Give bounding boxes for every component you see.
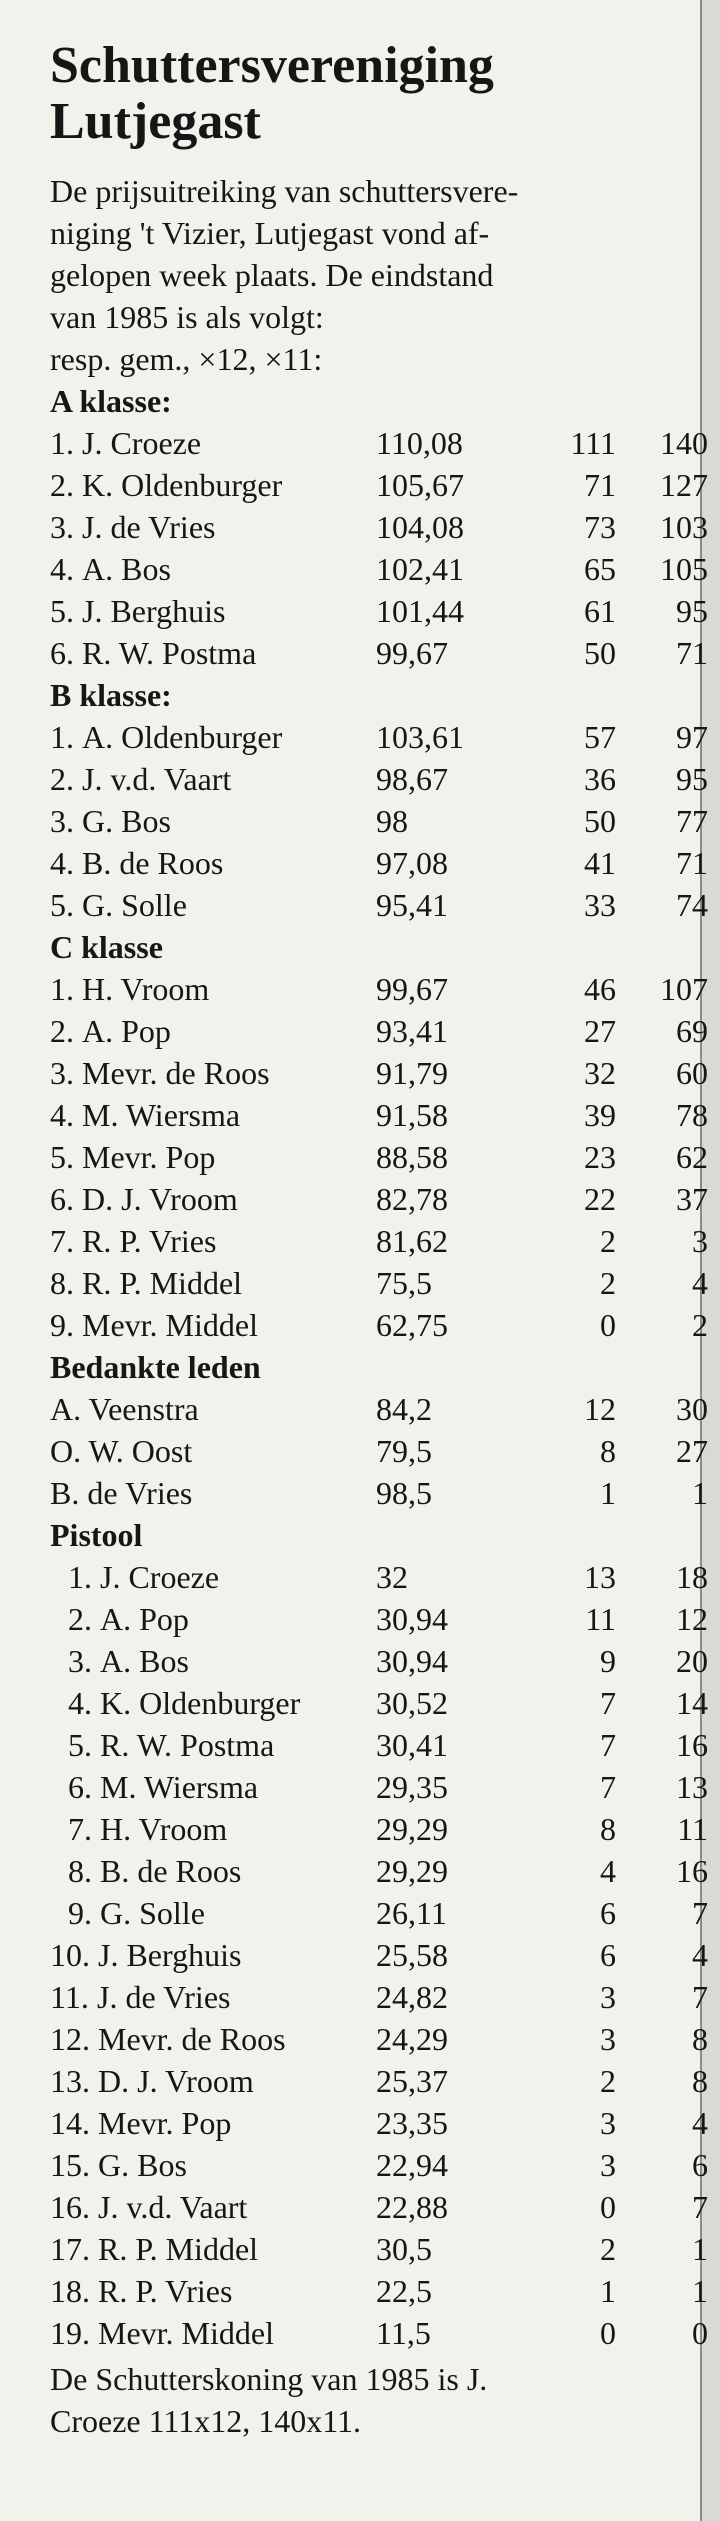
average-score: 30,94: [376, 1643, 448, 1679]
count-x11: 7: [692, 2189, 708, 2225]
count-x12: 6: [600, 1937, 616, 1973]
result-row: [50, 1094, 708, 1136]
section-title: Pistool: [50, 1517, 143, 1553]
count-x11: 13: [676, 1769, 708, 1805]
average-score: 79,5: [376, 1433, 432, 1469]
shooter-name: J. Berghuis: [82, 593, 226, 629]
average-score: 95,41: [376, 887, 448, 923]
rank: 12.: [50, 2021, 90, 2057]
count-x11: 4: [692, 1265, 708, 1301]
average-score: 26,11: [376, 1895, 447, 1931]
average-score: 101,44: [376, 593, 464, 629]
section-rows: [50, 1556, 708, 2354]
count-x12: 13: [584, 1559, 616, 1595]
shooter-name: G. Bos: [82, 803, 171, 839]
average-score: 91,79: [376, 1055, 448, 1091]
average-score: 22,94: [376, 2147, 448, 2183]
average-score: 25,58: [376, 1937, 448, 1973]
rank: 13.: [50, 2063, 90, 2099]
count-x12: 3: [600, 1979, 616, 2015]
rank: 3.: [68, 1643, 92, 1679]
shooter-name: R. W. Postma: [82, 635, 257, 671]
shooter-name: A. Pop: [82, 1013, 171, 1049]
count-x12: 50: [584, 635, 616, 671]
headline-line: Lutjegast: [50, 93, 261, 150]
result-row: [50, 1388, 708, 1430]
result-row: [50, 422, 708, 464]
count-x12: 4: [600, 1853, 616, 1889]
average-score: 32: [376, 1559, 408, 1595]
count-x11: 97: [676, 719, 708, 755]
count-x12: 2: [600, 2231, 616, 2267]
average-score: 30,5: [376, 2231, 432, 2267]
results-list: [28, 380, 708, 2354]
count-x11: 16: [676, 1853, 708, 1889]
result-row: [50, 1598, 708, 1640]
average-score: 105,67: [376, 467, 464, 503]
rank: 15.: [50, 2147, 90, 2183]
count-x12: 41: [584, 845, 616, 881]
shooter-name: A. Pop: [100, 1601, 189, 1637]
shooter-name: R. P. Vries: [82, 1223, 217, 1259]
count-x12: 50: [584, 803, 616, 839]
count-x12: 22: [584, 1181, 616, 1217]
result-row: [50, 884, 708, 926]
shooter-name: J. de Vries: [82, 509, 216, 545]
result-row: [50, 590, 708, 632]
count-x12: 7: [600, 1727, 616, 1763]
average-score: 84,2: [376, 1391, 432, 1427]
rank: 17.: [50, 2231, 90, 2267]
average-score: 98,67: [376, 761, 448, 797]
result-row: [50, 2228, 708, 2270]
rank: 3.: [50, 1055, 74, 1091]
count-x11: 74: [676, 887, 708, 923]
headline-line: Schuttersvereniging: [50, 37, 494, 94]
result-row: [50, 464, 708, 506]
shooter-name: K. Oldenburger: [82, 467, 283, 503]
rank: 6.: [50, 1181, 74, 1217]
result-row: [50, 1052, 708, 1094]
rank: 18.: [50, 2273, 90, 2309]
average-score: 110,08: [376, 425, 463, 461]
result-row: [50, 1976, 708, 2018]
average-score: 30,41: [376, 1727, 448, 1763]
rank: 10.: [50, 1937, 90, 1973]
rank: 7.: [50, 1223, 74, 1259]
shooter-name: B. de Vries: [50, 1475, 193, 1511]
result-row: [50, 2144, 708, 2186]
shooter-name: J. Croeze: [82, 425, 202, 461]
count-x11: 20: [676, 1643, 708, 1679]
result-row: [50, 1766, 708, 1808]
count-x11: 16: [676, 1727, 708, 1763]
rank: 6.: [50, 635, 74, 671]
count-x11: 18: [676, 1559, 708, 1595]
rank: 4.: [50, 845, 74, 881]
closing-line: De Schutterskoning van 1985 is J.: [50, 2361, 488, 2397]
count-x12: 57: [584, 719, 616, 755]
intro-line: van 1985 is als volgt:: [50, 299, 324, 335]
count-x11: 12: [676, 1601, 708, 1637]
rank: 9.: [68, 1895, 92, 1931]
count-x12: 0: [600, 1307, 616, 1343]
average-score: 62,75: [376, 1307, 448, 1343]
result-row: [50, 1430, 708, 1472]
count-x11: 37: [676, 1181, 708, 1217]
rank: 11.: [50, 1979, 89, 2015]
count-x11: 11: [677, 1811, 708, 1847]
average-score: 22,5: [376, 2273, 432, 2309]
average-score: 99,67: [376, 635, 448, 671]
rank: 1.: [68, 1559, 92, 1595]
shooter-name: Mevr. Pop: [98, 2105, 232, 2141]
rank: 4.: [50, 551, 74, 587]
rank: 9.: [50, 1307, 74, 1343]
count-x11: 2: [692, 1307, 708, 1343]
result-row: [50, 1220, 708, 1262]
count-x12: 73: [584, 509, 616, 545]
shooter-name: B. de Roos: [82, 845, 224, 881]
rank: 19.: [50, 2315, 90, 2351]
count-x12: 71: [584, 467, 616, 503]
shooter-name: M. Wiersma: [100, 1769, 259, 1805]
section-title: A klasse:: [50, 383, 172, 419]
shooter-name: A. Oldenburger: [82, 719, 283, 755]
count-x11: 4: [692, 1937, 708, 1973]
result-row: [50, 2186, 708, 2228]
article-column: [28, 22, 708, 2442]
average-score: 91,58: [376, 1097, 448, 1133]
result-row: [50, 1472, 708, 1514]
result-row: [50, 1136, 708, 1178]
count-x12: 11: [585, 1601, 616, 1637]
result-row: [50, 1304, 708, 1346]
result-row: [50, 2102, 708, 2144]
rank: 1.: [50, 971, 74, 1007]
count-x11: 140: [660, 425, 708, 461]
result-row: [50, 1934, 708, 1976]
count-x11: 6: [692, 2147, 708, 2183]
section-title: B klasse:: [50, 677, 172, 713]
count-x11: 30: [676, 1391, 708, 1427]
count-x11: 27: [676, 1433, 708, 1469]
count-x12: 7: [600, 1685, 616, 1721]
shooter-name: H. Vroom: [82, 971, 210, 1007]
section-title: C klasse: [50, 929, 163, 965]
count-x12: 6: [600, 1895, 616, 1931]
shooter-name: Mevr. de Roos: [82, 1055, 270, 1091]
count-x11: 1: [692, 2273, 708, 2309]
count-x11: 1: [692, 1475, 708, 1511]
shooter-name: D. J. Vroom: [82, 1181, 238, 1217]
result-row: [50, 1850, 708, 1892]
count-x12: 12: [584, 1391, 616, 1427]
result-row: [50, 2018, 708, 2060]
section-rows: [50, 716, 708, 926]
average-score: 98: [376, 803, 408, 839]
average-score: 23,35: [376, 2105, 448, 2141]
average-score: 24,29: [376, 2021, 448, 2057]
rank: 3.: [50, 803, 74, 839]
result-row: [50, 968, 708, 1010]
count-x12: 2: [600, 2063, 616, 2099]
result-row: [50, 2270, 708, 2312]
average-score: 98,5: [376, 1475, 432, 1511]
shooter-name: A. Bos: [100, 1643, 189, 1679]
intro-line: niging 't Vizier, Lutjegast vond af-: [50, 215, 490, 251]
average-score: 104,08: [376, 509, 464, 545]
count-x11: 77: [676, 803, 708, 839]
count-x11: 103: [660, 509, 708, 545]
count-x12: 23: [584, 1139, 616, 1175]
result-row: [50, 842, 708, 884]
average-score: 11,5: [376, 2315, 431, 2351]
result-row: [50, 1892, 708, 1934]
count-x12: 3: [600, 2147, 616, 2183]
rank: 5.: [50, 593, 74, 629]
result-row: [50, 1556, 708, 1598]
shooter-name: R. P. Middel: [98, 2231, 259, 2267]
shooter-name: Mevr. Middel: [98, 2315, 274, 2351]
average-score: 99,67: [376, 971, 448, 1007]
rank: 5.: [68, 1727, 92, 1763]
closing-line: Croeze 111x12, 140x11.: [50, 2403, 362, 2439]
shooter-name: R. P. Vries: [98, 2273, 233, 2309]
shooter-name: J. v.d. Vaart: [82, 761, 232, 797]
average-score: 22,88: [376, 2189, 448, 2225]
result-row: [50, 1178, 708, 1220]
average-score: 24,82: [376, 1979, 448, 2015]
result-row: [50, 758, 708, 800]
shooter-name: A. Veenstra: [50, 1391, 199, 1427]
count-x11: 71: [676, 635, 708, 671]
count-x12: 0: [600, 2189, 616, 2225]
rank: 7.: [68, 1811, 92, 1847]
average-score: 82,78: [376, 1181, 448, 1217]
shooter-name: M. Wiersma: [82, 1097, 241, 1133]
section-rows: [50, 968, 708, 1346]
count-x12: 9: [600, 1643, 616, 1679]
result-row: [50, 716, 708, 758]
average-score: 103,61: [376, 719, 464, 755]
count-x11: 7: [692, 1895, 708, 1931]
result-row: [50, 1640, 708, 1682]
shooter-name: G. Solle: [100, 1895, 205, 1931]
result-row: [50, 1262, 708, 1304]
headline: [50, 38, 698, 150]
count-x11: 71: [676, 845, 708, 881]
average-score: 75,5: [376, 1265, 432, 1301]
average-score: 30,52: [376, 1685, 448, 1721]
count-x11: 0: [692, 2315, 708, 2351]
count-x11: 14: [676, 1685, 708, 1721]
result-row: [50, 632, 708, 674]
result-row: [50, 2312, 708, 2354]
intro-line: resp. gem., ×12, ×11:: [50, 341, 323, 377]
shooter-name: G. Solle: [82, 887, 187, 923]
shooter-name: R. W. Postma: [100, 1727, 275, 1763]
count-x11: 95: [676, 593, 708, 629]
rank: 5.: [50, 887, 74, 923]
count-x11: 8: [692, 2063, 708, 2099]
closing-paragraph: [50, 2358, 700, 2442]
count-x11: 3: [692, 1223, 708, 1259]
count-x12: 3: [600, 2021, 616, 2057]
shooter-name: Mevr. de Roos: [98, 2021, 286, 2057]
average-score: 93,41: [376, 1013, 448, 1049]
count-x12: 2: [600, 1265, 616, 1301]
count-x11: 1: [692, 2231, 708, 2267]
rank: 6.: [68, 1769, 92, 1805]
count-x11: 78: [676, 1097, 708, 1133]
average-score: 88,58: [376, 1139, 448, 1175]
count-x12: 8: [600, 1433, 616, 1469]
count-x11: 8: [692, 2021, 708, 2057]
count-x12: 32: [584, 1055, 616, 1091]
count-x12: 65: [584, 551, 616, 587]
shooter-name: J. Berghuis: [98, 1937, 242, 1973]
count-x12: 0: [600, 2315, 616, 2351]
count-x12: 1: [600, 2273, 616, 2309]
count-x12: 8: [600, 1811, 616, 1847]
section-rows: [50, 422, 708, 674]
shooter-name: K. Oldenburger: [100, 1685, 301, 1721]
count-x12: 36: [584, 761, 616, 797]
section-title: Bedankte leden: [50, 1349, 261, 1385]
shooter-name: G. Bos: [98, 2147, 187, 2183]
rank: 4.: [68, 1685, 92, 1721]
shooter-name: Mevr. Middel: [82, 1307, 258, 1343]
result-row: [50, 1724, 708, 1766]
count-x11: 69: [676, 1013, 708, 1049]
rank: 2.: [50, 1013, 74, 1049]
shooter-name: H. Vroom: [100, 1811, 228, 1847]
shooter-name: O. W. Oost: [50, 1433, 193, 1469]
section-rows: [50, 1388, 708, 1514]
average-score: 25,37: [376, 2063, 448, 2099]
count-x12: 46: [584, 971, 616, 1007]
intro-line: De prijsuitreiking van schuttersvere-: [50, 173, 519, 209]
count-x12: 27: [584, 1013, 616, 1049]
shooter-name: J. Croeze: [100, 1559, 220, 1595]
count-x12: 33: [584, 887, 616, 923]
rank: 2.: [68, 1601, 92, 1637]
average-score: 81,62: [376, 1223, 448, 1259]
rank: 3.: [50, 509, 74, 545]
average-score: 29,35: [376, 1769, 448, 1805]
count-x12: 2: [600, 1223, 616, 1259]
count-x12: 3: [600, 2105, 616, 2141]
rank: 5.: [50, 1139, 74, 1175]
rank: 14.: [50, 2105, 90, 2141]
shooter-name: A. Bos: [82, 551, 171, 587]
result-row: [50, 2060, 708, 2102]
result-row: [50, 548, 708, 590]
rank: 8.: [68, 1853, 92, 1889]
result-row: [50, 800, 708, 842]
count-x11: 7: [692, 1979, 708, 2015]
count-x12: 7: [600, 1769, 616, 1805]
count-x11: 95: [676, 761, 708, 797]
result-row: [50, 1682, 708, 1724]
count-x11: 4: [692, 2105, 708, 2141]
intro-line: gelopen week plaats. De eindstand: [50, 257, 494, 293]
rank: 2.: [50, 761, 74, 797]
intro-paragraph: [50, 170, 700, 380]
count-x12: 111: [570, 425, 616, 461]
average-score: 30,94: [376, 1601, 448, 1637]
result-row: [50, 1010, 708, 1052]
shooter-name: Mevr. Pop: [82, 1139, 216, 1175]
result-row: [50, 506, 708, 548]
average-score: 29,29: [376, 1811, 448, 1847]
shooter-name: J. v.d. Vaart: [98, 2189, 248, 2225]
average-score: 97,08: [376, 845, 448, 881]
rank: 4.: [50, 1097, 74, 1133]
shooter-name: D. J. Vroom: [98, 2063, 254, 2099]
count-x12: 61: [584, 593, 616, 629]
rank: 1.: [50, 719, 74, 755]
count-x11: 127: [660, 467, 708, 503]
rank: 16.: [50, 2189, 90, 2225]
average-score: 102,41: [376, 551, 464, 587]
count-x11: 105: [660, 551, 708, 587]
shooter-name: R. P. Middel: [82, 1265, 243, 1301]
shooter-name: B. de Roos: [100, 1853, 242, 1889]
count-x12: 1: [600, 1475, 616, 1511]
count-x11: 107: [660, 971, 708, 1007]
shooter-name: J. de Vries: [97, 1979, 231, 2015]
rank: 2.: [50, 467, 74, 503]
result-row: [50, 1808, 708, 1850]
rank: 1.: [50, 425, 74, 461]
average-score: 29,29: [376, 1853, 448, 1889]
count-x11: 62: [676, 1139, 708, 1175]
rank: 8.: [50, 1265, 74, 1301]
count-x11: 60: [676, 1055, 708, 1091]
count-x12: 39: [584, 1097, 616, 1133]
